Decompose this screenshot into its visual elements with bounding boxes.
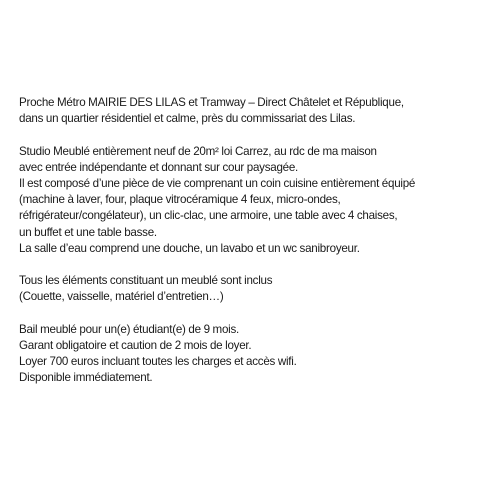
text-line: un buffet et une table basse. xyxy=(19,225,157,239)
text-line: Studio Meublé entièrement neuf de 20m² loi Carrez, au rdc de ma maison xyxy=(19,144,377,158)
text-line: Garant obligatoire et caution de 2 mois de loyer. xyxy=(19,339,252,352)
text-line: Loyer 700 euros incluant toutes les charges et accès wifi. xyxy=(19,355,297,369)
text-line: (machine à laver, four, plaque vitrocéramique 4 feux, micro-ondes, xyxy=(19,193,341,207)
description-paragraph xyxy=(19,144,497,257)
text-line: Il est composé d’une pièce de vie comprenant un coin cuisine entièrement équipé xyxy=(19,177,416,190)
location-paragraph xyxy=(19,95,497,127)
text-line: dans un quartier résidentiel et calme, près du commissariat des Lilas. xyxy=(19,112,356,126)
text-line: réfrigérateur/congélateur), un clic-clac, une armoire, une table avec 4 chaises, xyxy=(19,209,398,223)
text-line: Tous les éléments constituant un meublé sont inclus xyxy=(19,274,273,288)
listing-document xyxy=(19,95,497,403)
lease-terms-paragraph xyxy=(19,322,497,387)
text-line: La salle d’eau comprend une douche, un lavabo et un wc sanibroyeur. xyxy=(19,241,360,255)
text-line: (Couette, vaisselle, matériel d’entretien…) xyxy=(19,290,224,304)
text-line: avec entrée indépendante et donnant sur cour paysagée. xyxy=(19,160,299,174)
inclusions-paragraph xyxy=(19,273,497,305)
text-line: Proche Métro MAIRIE DES LILAS et Tramway – Direct Châtelet et République, xyxy=(19,96,404,109)
text-line: Bail meublé pour un(e) étudiant(e) de 9 mois. xyxy=(19,322,239,336)
text-line: Disponible immédiatement. xyxy=(19,371,153,385)
